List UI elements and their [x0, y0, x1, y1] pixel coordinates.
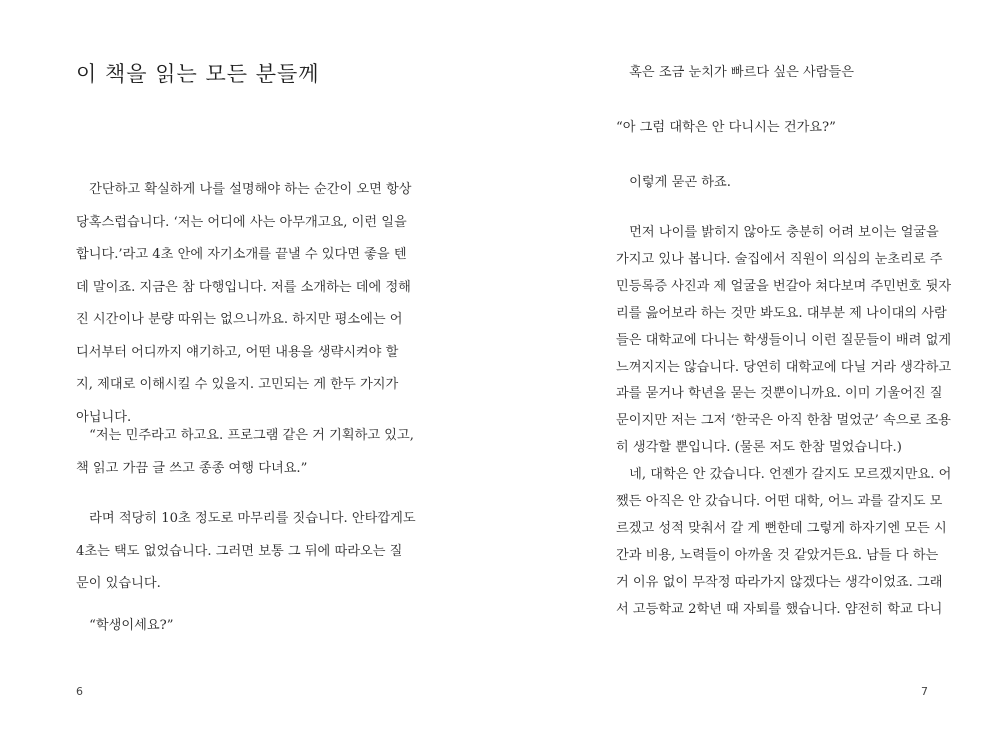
text-line: 민등록증 사진과 제 얼굴을 번갈아 쳐다보며 주민번호 뒷자: [616, 278, 952, 294]
paragraph-intro: [76, 174, 412, 434]
text-line: 서 고등학교 2학년 때 자퇴를 했습니다. 얌전히 학교 다니: [616, 601, 943, 617]
paragraph-main: [616, 220, 952, 624]
text-line: 라며 적당히 10초 정도로 마무리를 짓습니다. 안타깝게도: [76, 511, 416, 526]
paragraph-others: [616, 57, 928, 90]
text-line: 거 이유 없이 무작정 따라가지 않겠다는 생각이었죠. 그래: [616, 574, 943, 590]
right-page: [500, 0, 1000, 746]
page-number-left: 6: [76, 685, 83, 698]
paragraph-quote-college: [616, 112, 928, 145]
text-line: 아닙니다.: [76, 409, 132, 425]
text-line: 느껴지지는 않습니다. 당연히 대학교에 다닐 거라 생각하고: [616, 359, 952, 375]
text-line: 당혹스럽습니다. ‘저는 어디에 사는 아무개고요, 이런 일을: [76, 214, 407, 230]
text-line: 쨌든 아직은 안 갔습니다. 어떤 대학, 어느 과를 갈지도 모: [616, 494, 943, 510]
text-line: 혹은 조금 눈치가 빠르다 싶은 사람들은: [616, 65, 854, 80]
text-line: 간과 비용, 노력들이 아까울 것 같았거든요. 남들 다 하는: [616, 547, 939, 563]
text-line: 리를 읊어보라 하는 것만 봐도요. 대부분 제 나이대의 사람: [616, 305, 947, 321]
text-line: 먼저 나이를 밝히지 않아도 충분히 어려 보이는 얼굴을: [616, 225, 939, 240]
text-line: 과를 묻거나 학년을 묻는 것뿐이니까요. 이미 기울어진 질: [616, 386, 943, 402]
text-line: “저는 민주라고 하고요. 프로그램 같은 거 기획하고 있고,: [76, 428, 414, 443]
text-line: 네, 대학은 안 갔습니다. 언젠가 갈지도 모르겠지만요. 어: [616, 467, 952, 483]
text-line: 들은 대학교에 다니는 학생들이니 이런 질문들이 배려 없게: [616, 332, 952, 348]
text-line: 르겠고 성적 맞춰서 갈 게 뻔한데 그렇게 하자기엔 모든 시: [616, 520, 947, 536]
text-line: 간단하고 확실하게 나를 설명해야 하는 순간이 오면 항상: [76, 182, 412, 197]
text-line: 히 생각할 뿐입니다. (물론 저도 한참 멀었습니다.): [616, 440, 902, 456]
page-number-right: 7: [921, 685, 928, 698]
paragraph-ten-seconds: [76, 503, 416, 601]
text-line: 디서부터 어디까지 얘기하고, 어떤 내용을 생략시켜야 할: [76, 344, 399, 360]
text-line: 이렇게 묻곤 하죠.: [616, 175, 731, 190]
paragraph-quote-student: [76, 610, 388, 643]
text-line: 문이지만 저는 그저 ‘한국은 아직 한참 멀었군’ 속으로 조용: [616, 413, 951, 429]
text-line: 진 시간이나 분량 따위는 없으니까요. 하지만 평소에는 어: [76, 312, 403, 327]
paragraph-ask: [616, 167, 928, 200]
text-line: 합니다.’라고 4초 안에 자기소개를 끝낼 수 있다면 좋을 텐: [76, 247, 407, 262]
text-line: 지, 제대로 이해시킬 수 있을지. 고민되는 게 한두 가지가: [76, 377, 399, 392]
text-line: 문이 있습니다.: [76, 576, 161, 591]
text-line: “학생이세요?”: [76, 618, 174, 633]
text-line: 4초는 택도 없었습니다. 그러면 보통 그 뒤에 따라오는 질: [76, 543, 403, 559]
text-line: “아 그럼 대학은 안 다니시는 건가요?”: [616, 120, 836, 135]
text-line: 책 읽고 가끔 글 쓰고 종종 여행 다녀요.”: [76, 460, 308, 476]
text-line: 가지고 있나 봅니다. 술집에서 직원이 의심의 눈초리로 주: [616, 251, 943, 267]
paragraph-quote-intro: [76, 420, 414, 485]
text-line: 데 말이죠. 지금은 참 다행입니다. 저를 소개하는 데에 정해: [76, 279, 411, 295]
page-title: 이 책을 읽는 모든 분들께: [76, 62, 320, 86]
